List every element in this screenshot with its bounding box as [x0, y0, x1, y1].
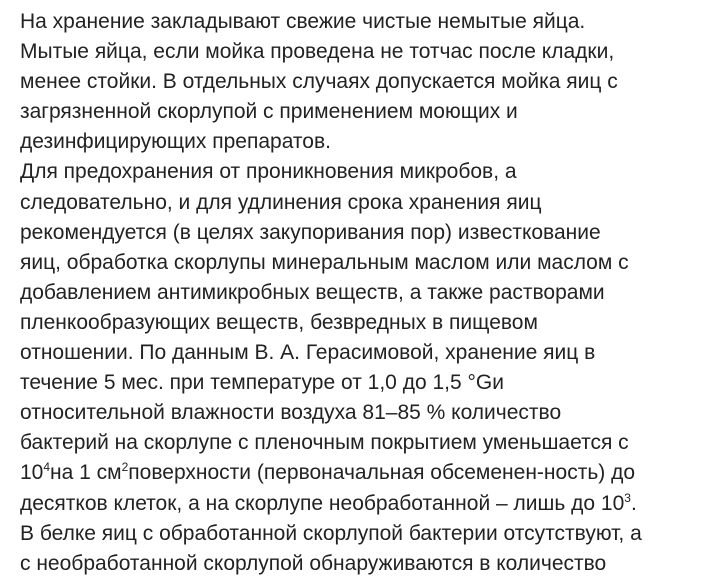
text-line: рекомендуется (в целях закупоривания пор) известкование — [20, 220, 601, 244]
text-segment: поверхности (первоначальная обсеменен-ность) до — [128, 461, 636, 485]
body-text — [20, 7, 710, 579]
superscript: 3 — [624, 490, 631, 505]
text-line: следовательно, и для удлинения срока хранения яиц — [20, 190, 542, 214]
text-line: с необработанной скорлупой обнаруживаются в количество — [20, 551, 607, 575]
text-line — [20, 458, 710, 488]
text-segment: 10 — [20, 461, 44, 485]
text-line: В белке яиц с обработанной скорлупой бактерии отсутствуют, а — [20, 521, 642, 545]
text-line: отношении. По данным В. А. Герасимовой, хранение яиц в — [20, 341, 596, 365]
text-line: загрязненной скорлупой с применением моющих и — [20, 100, 518, 124]
text-line: Для предохранения от проникновения микробов, а — [20, 160, 517, 184]
text-line: Мытые яйца, если мойка проведена не тотчас после кладки, — [20, 40, 615, 64]
text-line: течение 5 мес. при температуре от 1,0 до 1,5 °Gи — [20, 371, 504, 395]
text-line: яиц, обработка скорлупы минеральным маслом или маслом с — [20, 250, 629, 274]
text-line: добавлением антимикробных веществ, а также растворами — [20, 280, 605, 304]
text-line: относительной влажности воздуха 81–85 % количество — [20, 401, 562, 425]
text-segment: . — [630, 491, 637, 515]
text-segment: на 1 см — [50, 461, 122, 485]
text-line: бактерий на скорлупе с пленочным покрытием уменьшается с — [20, 431, 629, 455]
superscript: 4 — [43, 460, 51, 475]
text-line: дезинфицирующих препаратов. — [20, 130, 331, 154]
text-segment: десятков клеток, а на скорлупе необработанной – лишь до 10 — [20, 491, 625, 515]
superscript: 2 — [121, 460, 129, 475]
text-line: пленкообразующих веществ, безвредных в пищевом — [20, 310, 538, 334]
text-line: менее стойки. В отдельных случаях допускается мойка яиц с — [20, 70, 618, 94]
text-line: На хранение закладывают свежие чистые немытые яйца. — [20, 10, 586, 33]
text-line — [20, 489, 710, 519]
